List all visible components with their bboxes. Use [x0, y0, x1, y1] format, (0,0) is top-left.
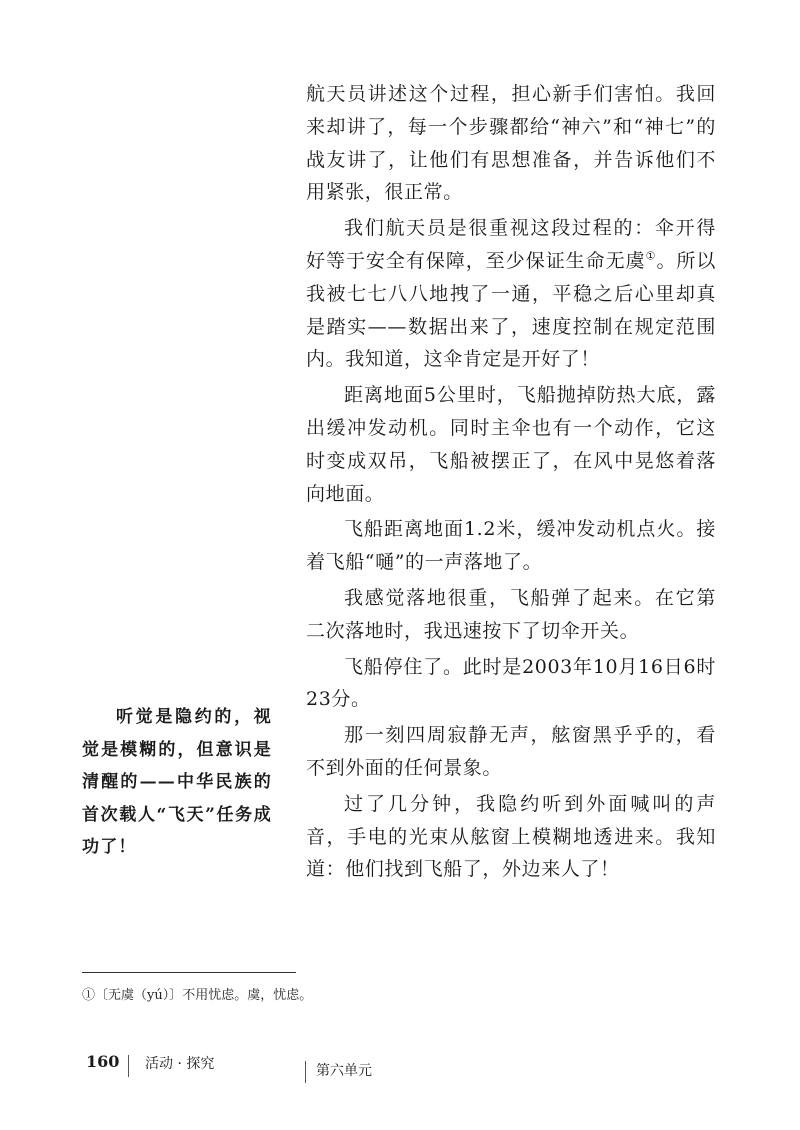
main-text	[306, 78, 716, 889]
footnote: ①〔无虞（yú）〕不用忧虑。虞，忧虑。	[82, 988, 313, 1003]
page-number: 160	[86, 1052, 120, 1071]
paragraph-text: 我们航天员是很重视这段过程的：伞开得好等于安全有保障，至少保证生命无虞	[306, 217, 716, 272]
paragraph-text: 。所以我被七七八八地拽了一通，平稳之后心里却真是踏实——数据出来了，速度控制在规定范围内。我知道，这伞肯定是开好了！	[306, 249, 716, 371]
paragraph: 那一刻四周寂静无声，舷窗黑乎乎的，看不到外面的任何景象。	[306, 724, 716, 779]
paragraph: 飞船停住了。此时是2003年10月16日6时23分。	[306, 655, 716, 711]
footnote-divider	[82, 972, 296, 973]
paragraph: 我感觉落地很重，飞船弹了起来。在它第二次落地时，我迅速按下了切伞开关。	[306, 586, 716, 642]
margin-note: 听觉是隐约的，视觉是模糊的，但意识是清醒的——中华民族的首次载人“飞天”任务成功了！	[82, 707, 272, 857]
unit-name: 第六单元	[316, 1063, 372, 1079]
paragraph: 飞船距离地面1.2米，缓冲发动机点火。接着飞船“嗵”的一声落地了。	[306, 518, 716, 574]
footnote-reference[interactable]: ①	[645, 249, 657, 263]
paragraph: 航天员讲述这个过程，担心新手们害怕。我回来却讲了，每一个步骤都给“神六”和“神七”的战友讲了，让他们有思想准备，并告诉他们不用紧张，很正常。	[306, 83, 716, 204]
page-footer	[0, 1052, 800, 1082]
footer-divider	[128, 1055, 129, 1077]
paragraph: 过了几分钟，我隐约听到外面喊叫的声音，手电的光束从舷窗上模糊地透进来。我知道：他们找到飞船了，外边来人了！	[306, 792, 716, 881]
paragraph: 距离地面5公里时，飞船抛掉防热大底，露出缓冲发动机。同时主伞也有一个动作，它这时变成双吊，飞船被摆正了，在风中晃悠着落向地面。	[306, 384, 716, 505]
footer-divider	[305, 1061, 306, 1083]
section-name: 活动 · 探究	[145, 1056, 215, 1072]
paragraph	[306, 212, 716, 376]
